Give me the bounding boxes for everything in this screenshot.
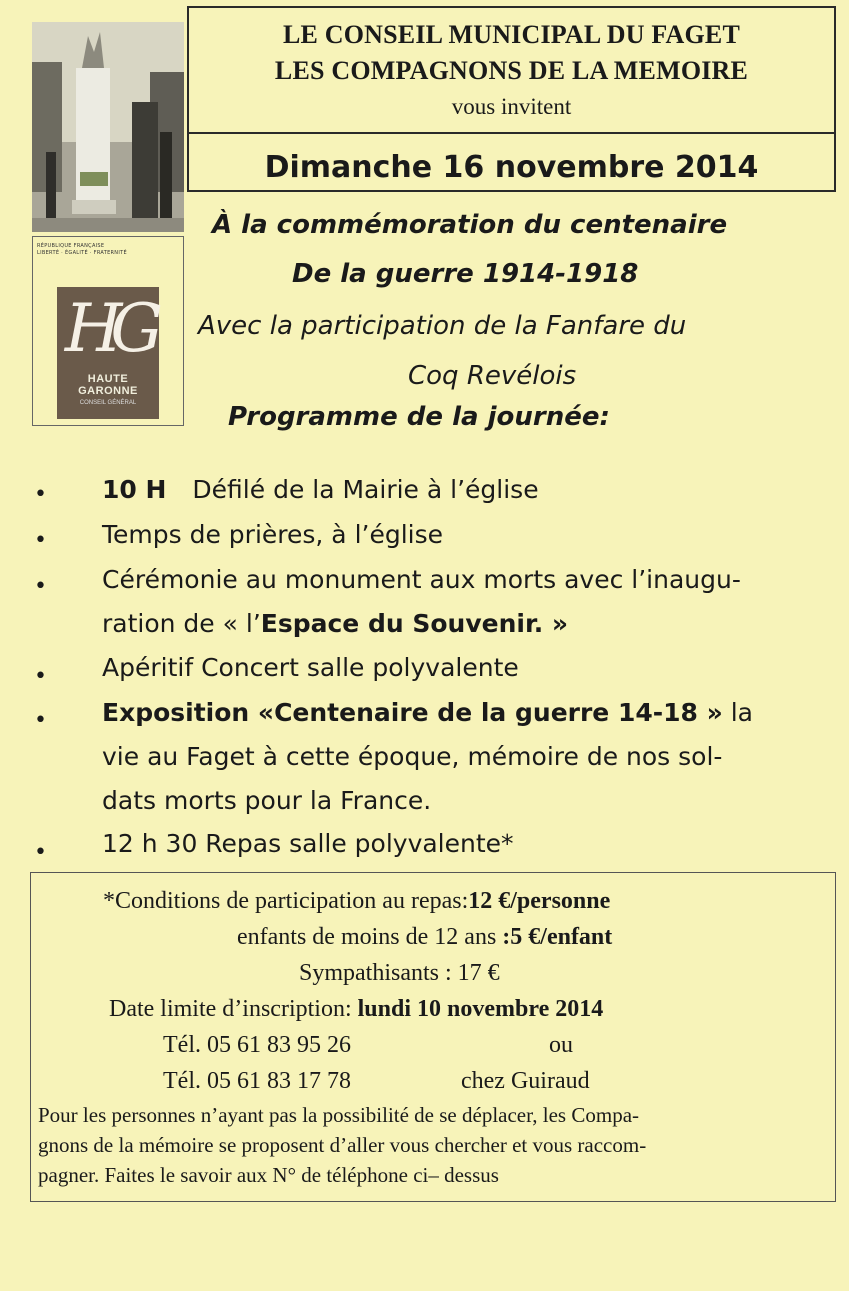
program-item-6: 12 h 30 Repas salle polyvalente*	[102, 829, 514, 858]
transport-note-line-2: gnons de la mémoire se proposent d’aller vous chercher et vous raccom-	[38, 1133, 647, 1157]
intro-guerre: De la guerre 1914-1918	[292, 259, 639, 289]
phone-or: ou	[549, 1032, 573, 1058]
price-child: :5 €/enfant	[502, 924, 613, 950]
intro-coq-revelois: Coq Revélois	[408, 361, 577, 391]
logo-devise-text: LIBERTÉ · ÉGALITÉ · FRATERNITÉ	[37, 250, 127, 256]
header-invitation	[189, 8, 834, 134]
bullet-5: •	[34, 708, 47, 733]
program-item-4: Apéritif Concert salle polyvalente	[102, 653, 519, 682]
deadline-label: Date limite d’inscription:	[109, 996, 358, 1022]
bullet-4: •	[34, 664, 47, 689]
transport-note-line-3: pagner. Faites le savoir aux N° de téléphone ci– dessus	[38, 1163, 499, 1187]
program-item-5-exposition: Exposition «Centenaire de la guerre 14-18 »	[102, 698, 723, 727]
conditions-price-child	[237, 923, 612, 951]
deadline-date: lundi 10 novembre 2014	[357, 996, 604, 1022]
program-item-5-line-2: vie au Faget à cette époque, mémoire de nos sol-	[102, 742, 723, 771]
bullet-2: •	[34, 528, 47, 553]
conditions-price-adult	[103, 887, 610, 915]
price-adult: 12 €/personne	[468, 888, 611, 914]
conditions-box	[30, 872, 836, 1202]
logo-name-garonne: GARONNE	[78, 385, 138, 397]
bullet-3: •	[34, 574, 47, 599]
phone-2: Tél. 05 61 83 17 78	[163, 1068, 351, 1094]
program-item-1-time: 10 H	[102, 475, 167, 504]
monument-photo	[32, 22, 184, 232]
program-item-5-la: la	[722, 698, 753, 727]
logo-republique	[37, 243, 177, 257]
program-item-3-line-1: Cérémonie au monument aux morts avec l’inaugu-	[102, 565, 741, 594]
bullet-6: •	[34, 840, 47, 865]
program-item-5-line-1	[102, 697, 753, 729]
logo-name-haute: HAUTE	[87, 373, 129, 385]
program-item-1	[102, 474, 539, 506]
program-title: Programme de la journée:	[228, 402, 610, 432]
conditions-sympathisants: Sympathisants : 17 €	[299, 960, 500, 986]
intro-fanfare: Avec la participation de la Fanfare du	[198, 311, 687, 341]
phone-contact-name: chez Guiraud	[461, 1068, 590, 1094]
haute-garonne-logo	[32, 236, 184, 426]
phone-1: Tél. 05 61 83 95 26	[163, 1032, 351, 1058]
child-label: enfants de moins de 12 ans	[237, 924, 503, 950]
header-box	[187, 6, 836, 192]
header-line-conseil: LE CONSEIL MUNICIPAL DU FAGET	[282, 20, 741, 49]
logo-republique-text: RÉPUBLIQUE FRANÇAISE	[37, 243, 105, 249]
header-line-invitent: vous invitent	[451, 94, 572, 119]
bullet-1: •	[34, 482, 47, 507]
conditions-label: *Conditions de participation au repas:	[103, 888, 469, 914]
intro-commemoration: À la commémoration du centenaire	[212, 210, 728, 240]
program-item-1-text: Défilé de la Mairie à l’église	[192, 475, 539, 504]
event-date: Dimanche 16 novembre 2014	[264, 150, 759, 185]
program-item-2: Temps de prières, à l’église	[102, 520, 444, 549]
transport-note-line-1: Pour les personnes n’ayant pas la possibilité de se déplacer, les Compa-	[38, 1103, 640, 1127]
header-line-compagnons: LES COMPAGNONS DE LA MEMOIRE	[274, 56, 749, 85]
conditions-deadline	[109, 995, 603, 1023]
program-item-3-prefix: ration de « l’	[102, 609, 261, 638]
logo-block	[57, 287, 159, 419]
logo-monogram: HG	[64, 290, 152, 367]
monument-image	[32, 22, 184, 232]
program-item-3-line-2	[102, 608, 568, 640]
logo-name-conseil: CONSEIL GÉNÉRAL	[79, 400, 137, 406]
program-item-3-espace: Espace du Souvenir. »	[260, 609, 569, 638]
program-item-5-line-3: dats morts pour la France.	[102, 786, 432, 815]
